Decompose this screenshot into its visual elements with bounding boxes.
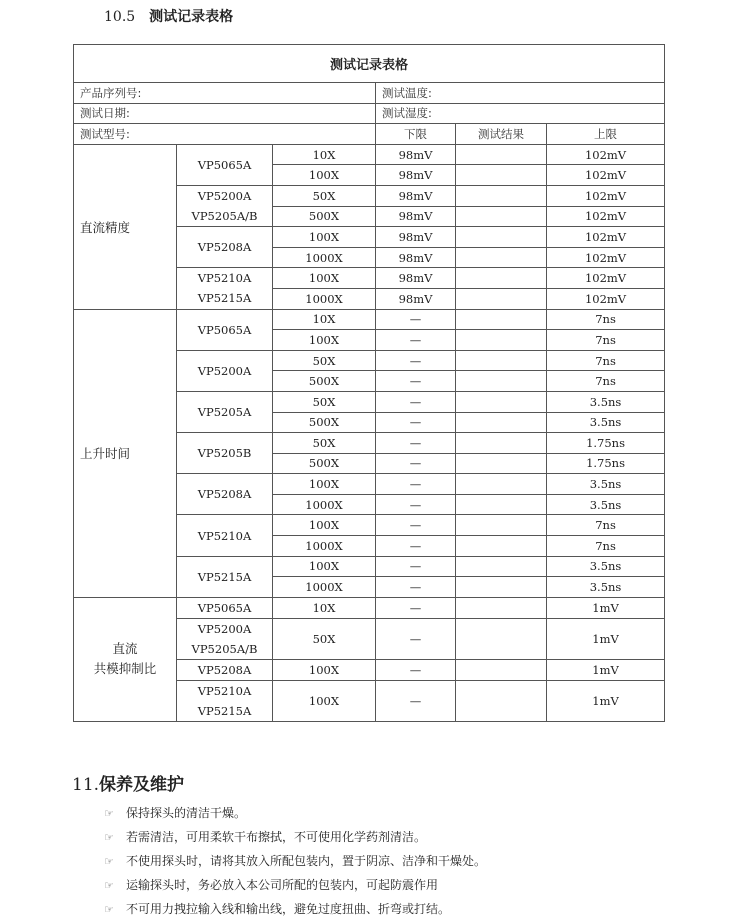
list-item-text: 不使用探头时，请将其放入所配包装内，置于阴凉、洁净和干燥处。 — [126, 854, 487, 868]
upper-limit-cell: 102mV — [547, 227, 665, 248]
model-cell — [177, 227, 273, 268]
model-name: VP5065A — [197, 157, 252, 172]
lower-limit-header: 下限 — [376, 124, 456, 145]
list-item-text: 不可用力拽拉输入线和输出线，避免过度扭曲、折弯或打结。 — [126, 902, 451, 916]
table-title-row — [74, 45, 665, 83]
attenuation-cell: 50X — [273, 350, 376, 371]
lower-limit-cell: — — [376, 618, 456, 659]
section-11-heading — [72, 770, 184, 795]
model-cell — [177, 680, 273, 721]
lower-limit-cell: 98mV — [376, 185, 456, 206]
attenuation-cell: 50X — [273, 618, 376, 659]
upper-limit-cell: 7ns — [547, 330, 665, 351]
model-name: VP5210A — [197, 271, 252, 286]
test-result-cell — [456, 659, 547, 680]
lower-limit-cell: — — [376, 309, 456, 330]
pointing-hand-icon: ☞ — [104, 855, 114, 868]
upper-limit-cell: 102mV — [547, 185, 665, 206]
attenuation-cell: 10X — [273, 144, 376, 165]
upper-limit-cell: 7ns — [547, 350, 665, 371]
lower-limit-cell: — — [376, 515, 456, 536]
lower-limit-cell: — — [376, 659, 456, 680]
model-cell — [177, 433, 273, 474]
attenuation-cell: 100X — [273, 474, 376, 495]
attenuation-cell: 100X — [273, 165, 376, 186]
lower-limit-cell: 98mV — [376, 288, 456, 309]
section-title: 保养及维护 — [99, 775, 185, 795]
header-row — [74, 124, 665, 145]
lower-limit-cell: — — [376, 350, 456, 371]
lower-limit-cell: — — [376, 680, 456, 721]
test-result-cell — [456, 330, 547, 351]
upper-limit-cell: 1mV — [547, 680, 665, 721]
test-result-cell — [456, 165, 547, 186]
lower-limit-cell: 98mV — [376, 206, 456, 227]
temperature-label: 测试温度: — [376, 83, 665, 104]
attenuation-cell: 1000X — [273, 247, 376, 268]
test-result-cell — [456, 391, 547, 412]
lower-limit-cell: 98mV — [376, 268, 456, 289]
upper-limit-cell: 7ns — [547, 309, 665, 330]
test-result-cell — [456, 597, 547, 618]
model-name: VP5210A — [197, 528, 252, 543]
test-result-cell — [456, 433, 547, 454]
lower-limit-cell: — — [376, 433, 456, 454]
table-title: 测试记录表格 — [74, 45, 665, 83]
model-cell — [177, 391, 273, 432]
upper-limit-cell: 1.75ns — [547, 433, 665, 454]
attenuation-cell: 10X — [273, 597, 376, 618]
upper-limit-cell: 102mV — [547, 288, 665, 309]
upper-limit-cell: 1mV — [547, 618, 665, 659]
test-result-cell — [456, 309, 547, 330]
upper-limit-cell: 3.5ns — [547, 412, 665, 433]
lower-limit-cell: 98mV — [376, 144, 456, 165]
serial-number-label: 产品序列号: — [74, 83, 376, 104]
attenuation-cell: 100X — [273, 330, 376, 351]
upper-limit-cell: 102mV — [547, 144, 665, 165]
test-result-cell — [456, 144, 547, 165]
lower-limit-cell: — — [376, 474, 456, 495]
list-item — [104, 873, 486, 897]
test-result-cell — [456, 350, 547, 371]
list-item-text: 若需清洁，可用柔软干布擦拭，不可使用化学药剂清洁。 — [126, 830, 427, 844]
section-title: 测试记录表格 — [149, 9, 234, 25]
attenuation-cell: 100X — [273, 659, 376, 680]
list-item — [104, 801, 486, 825]
upper-limit-cell: 1mV — [547, 597, 665, 618]
model-name: VP5210A — [197, 683, 252, 698]
model-cell — [177, 185, 273, 226]
list-item — [104, 897, 486, 921]
model-name: VP5208A — [197, 487, 252, 502]
test-result-cell — [456, 268, 547, 289]
model-name: VP5200A — [197, 189, 252, 204]
attenuation-cell: 500X — [273, 206, 376, 227]
upper-limit-cell: 102mV — [547, 206, 665, 227]
attenuation-cell: 1000X — [273, 536, 376, 557]
upper-limit-cell: 3.5ns — [547, 391, 665, 412]
group-label — [74, 597, 177, 721]
model-name: VP5215A — [197, 703, 252, 718]
test-date-label: 测试日期: — [74, 103, 376, 124]
test-model-label: 测试型号: — [74, 124, 376, 145]
model-cell — [177, 556, 273, 597]
test-result-cell — [456, 536, 547, 557]
test-result-cell — [456, 288, 547, 309]
list-item — [104, 849, 486, 873]
test-result-cell — [456, 515, 547, 536]
section-number: 11. — [72, 775, 100, 795]
model-name: VP5205A — [197, 405, 252, 419]
test-result-header: 测试结果 — [456, 124, 547, 145]
attenuation-cell: 100X — [273, 268, 376, 289]
upper-limit-cell: 102mV — [547, 165, 665, 186]
model-cell — [177, 268, 273, 309]
list-item — [104, 825, 486, 849]
attenuation-cell: 1000X — [273, 288, 376, 309]
upper-limit-cell: 3.5ns — [547, 577, 665, 598]
attenuation-cell: 10X — [273, 309, 376, 330]
attenuation-cell: 50X — [273, 433, 376, 454]
test-result-cell — [456, 494, 547, 515]
lower-limit-cell: — — [376, 577, 456, 598]
upper-limit-cell: 7ns — [547, 371, 665, 392]
test-result-cell — [456, 227, 547, 248]
section-10-5-heading — [104, 6, 233, 26]
lower-limit-cell: — — [376, 412, 456, 433]
group-label: 上升时间 — [74, 309, 177, 597]
attenuation-cell: 500X — [273, 412, 376, 433]
pointing-hand-icon: ☞ — [104, 879, 114, 892]
test-result-cell — [456, 247, 547, 268]
upper-limit-cell: 1.75ns — [547, 453, 665, 474]
test-result-cell — [456, 453, 547, 474]
lower-limit-cell: — — [376, 494, 456, 515]
model-name: VP5200A — [197, 363, 252, 378]
model-name: VP5200A — [197, 621, 252, 636]
attenuation-cell: 100X — [273, 556, 376, 577]
model-name: VP5065A — [197, 322, 252, 337]
test-result-cell — [456, 577, 547, 598]
model-name: VP5205B — [197, 446, 252, 461]
upper-limit-cell: 1mV — [547, 659, 665, 680]
info-row — [74, 83, 665, 104]
model-name: VP5208A — [197, 662, 252, 677]
model-cell — [177, 309, 273, 350]
upper-limit-cell: 7ns — [547, 536, 665, 557]
humidity-label: 测试湿度: — [376, 103, 665, 124]
lower-limit-cell: 98mV — [376, 247, 456, 268]
model-name: VP5215A — [197, 569, 252, 584]
attenuation-cell: 1000X — [273, 494, 376, 515]
model-name: VP5205A/B — [191, 209, 258, 224]
test-result-cell — [456, 185, 547, 206]
lower-limit-cell: — — [376, 391, 456, 412]
pointing-hand-icon: ☞ — [104, 807, 114, 820]
lower-limit-cell: — — [376, 536, 456, 557]
list-item-text: 运输探头时，务必放入本公司所配的包装内，可起防震作用 — [126, 878, 439, 892]
attenuation-cell: 100X — [273, 227, 376, 248]
lower-limit-cell: — — [376, 453, 456, 474]
table-row — [74, 309, 665, 330]
model-name: VP5208A — [197, 240, 252, 255]
list-item-text: 保持探头的清洁干燥。 — [126, 806, 247, 820]
upper-limit-header: 上限 — [547, 124, 665, 145]
pointing-hand-icon: ☞ — [104, 831, 114, 844]
maintenance-list — [104, 801, 486, 921]
lower-limit-cell: — — [376, 371, 456, 392]
test-result-cell — [456, 206, 547, 227]
test-record-table — [73, 44, 665, 722]
upper-limit-cell: 3.5ns — [547, 474, 665, 495]
lower-limit-cell: 98mV — [376, 165, 456, 186]
test-result-cell — [456, 474, 547, 495]
upper-limit-cell: 102mV — [547, 247, 665, 268]
pointing-hand-icon: ☞ — [104, 903, 114, 916]
upper-limit-cell: 3.5ns — [547, 494, 665, 515]
model-name: VP5215A — [197, 291, 252, 306]
attenuation-cell: 50X — [273, 185, 376, 206]
lower-limit-cell: — — [376, 556, 456, 577]
table-row — [74, 597, 665, 618]
lower-limit-cell: — — [376, 597, 456, 618]
upper-limit-cell: 3.5ns — [547, 556, 665, 577]
test-result-cell — [456, 556, 547, 577]
model-cell — [177, 597, 273, 618]
group-label: 直流精度 — [74, 144, 177, 309]
attenuation-cell: 100X — [273, 515, 376, 536]
section-number: 10.5 — [104, 9, 136, 25]
model-name: VP5205A/B — [191, 641, 258, 656]
upper-limit-cell: 7ns — [547, 515, 665, 536]
model-cell — [177, 515, 273, 556]
model-cell — [177, 144, 273, 185]
lower-limit-cell: 98mV — [376, 227, 456, 248]
model-cell — [177, 618, 273, 659]
model-name: VP5065A — [197, 600, 252, 615]
model-cell — [177, 659, 273, 680]
attenuation-cell: 1000X — [273, 577, 376, 598]
model-cell — [177, 474, 273, 515]
group-label-line: 直流 — [112, 641, 138, 657]
attenuation-cell: 500X — [273, 453, 376, 474]
info-row — [74, 103, 665, 124]
attenuation-cell: 500X — [273, 371, 376, 392]
table-row — [74, 144, 665, 165]
attenuation-cell: 50X — [273, 391, 376, 412]
upper-limit-cell: 102mV — [547, 268, 665, 289]
test-result-cell — [456, 412, 547, 433]
group-label-line: 共模抑制比 — [93, 661, 157, 677]
model-cell — [177, 350, 273, 391]
test-result-cell — [456, 618, 547, 659]
attenuation-cell: 100X — [273, 680, 376, 721]
lower-limit-cell: — — [376, 330, 456, 351]
test-result-cell — [456, 680, 547, 721]
test-result-cell — [456, 371, 547, 392]
